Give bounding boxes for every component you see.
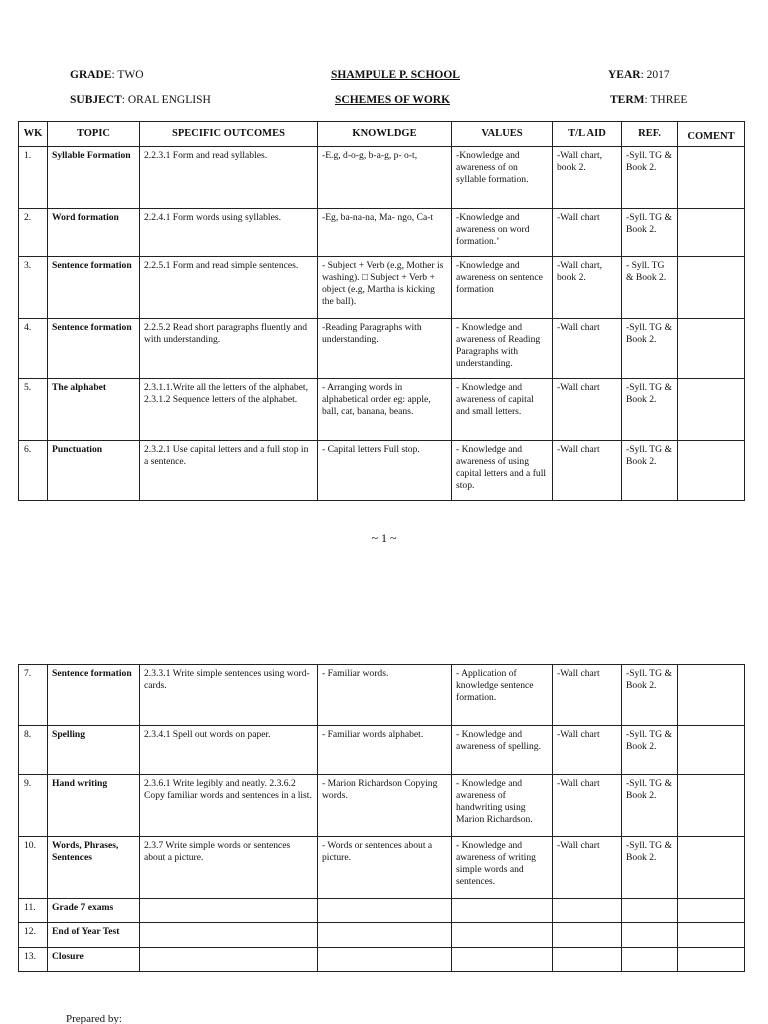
table-row bbox=[19, 209, 745, 257]
cell-values bbox=[452, 948, 553, 972]
cell-knowledge: - Words or sentences about a picture. bbox=[318, 837, 452, 899]
cell-ref: -Syll. TG & Book 2. bbox=[622, 209, 678, 257]
cell-topic: Hand writing bbox=[48, 775, 140, 837]
cell-knowledge: -Reading Paragraphs with understanding. bbox=[318, 319, 452, 379]
cell-comment bbox=[678, 948, 745, 972]
cell-values: - Knowledge and awareness of spelling. bbox=[452, 726, 553, 775]
cell-knowledge: - Arranging words in alphabetical order eg: apple, ball, cat, banana, beans. bbox=[318, 379, 452, 441]
cell-wk: 11. bbox=[19, 899, 48, 923]
col-header-aid: T/L AID bbox=[553, 122, 622, 147]
table-row bbox=[19, 319, 745, 379]
cell-comment bbox=[678, 899, 745, 923]
cell-aid: -Wall chart bbox=[553, 379, 622, 441]
grade-label: GRADE bbox=[70, 69, 112, 81]
col-header-knowledge: KNOWLDGE bbox=[318, 122, 452, 147]
cell-comment bbox=[678, 923, 745, 948]
cell-aid bbox=[553, 899, 622, 923]
cell-values: - Knowledge and awareness of capital and small letters. bbox=[452, 379, 553, 441]
cell-ref: -Syll. TG & Book 2. bbox=[622, 726, 678, 775]
cell-values: -Knowledge and awareness on word formation.’ bbox=[452, 209, 553, 257]
cell-knowledge: - Marion Richardson Copying words. bbox=[318, 775, 452, 837]
cell-ref: - Syll. TG & Book 2. bbox=[622, 257, 678, 319]
cell-ref: -Syll. TG & Book 2. bbox=[622, 147, 678, 209]
col-header-values: VALUES bbox=[452, 122, 553, 147]
cell-topic: Spelling bbox=[48, 726, 140, 775]
subject-value: : ORAL ENGLISH bbox=[121, 94, 211, 106]
cell-outcomes: 2.3.3.1 Write simple sentences using word- cards. bbox=[140, 665, 318, 726]
cell-comment bbox=[678, 209, 745, 257]
table-row bbox=[19, 257, 745, 319]
cell-wk: 6. bbox=[19, 441, 48, 501]
cell-wk: 9. bbox=[19, 775, 48, 837]
cell-aid bbox=[553, 923, 622, 948]
table-header-row bbox=[19, 122, 745, 147]
table-row bbox=[19, 147, 745, 209]
term-value: : THREE bbox=[644, 94, 688, 106]
cell-values bbox=[452, 923, 553, 948]
cell-wk: 2. bbox=[19, 209, 48, 257]
cell-knowledge bbox=[318, 948, 452, 972]
col-header-comment: COMENT bbox=[678, 122, 745, 147]
grade-line bbox=[70, 69, 144, 81]
cell-aid: -Wall chart bbox=[553, 775, 622, 837]
cell-ref: -Syll. TG & Book 2. bbox=[622, 665, 678, 726]
cell-ref bbox=[622, 899, 678, 923]
col-header-wk: WK bbox=[19, 122, 48, 147]
table-row bbox=[19, 837, 745, 899]
cell-values: - Application of knowledge sentence formation. bbox=[452, 665, 553, 726]
year-value: : 2017 bbox=[640, 69, 670, 81]
term-label: TERM bbox=[610, 94, 645, 106]
scheme-table-page-1 bbox=[18, 121, 745, 501]
cell-comment bbox=[678, 726, 745, 775]
cell-wk: 12. bbox=[19, 923, 48, 948]
cell-comment bbox=[678, 257, 745, 319]
cell-outcomes: 2.3.1.1.Write all the letters of the alphabet, 2.3.1.2 Sequence letters of the alphabet. bbox=[140, 379, 318, 441]
cell-ref: -Syll. TG & Book 2. bbox=[622, 837, 678, 899]
cell-ref: -Syll. TG & Book 2. bbox=[622, 319, 678, 379]
table-row bbox=[19, 775, 745, 837]
cell-comment bbox=[678, 147, 745, 209]
cell-values: -Knowledge and awareness on sentence formation bbox=[452, 257, 553, 319]
cell-knowledge: - Capital letters Full stop. bbox=[318, 441, 452, 501]
cell-topic: Words, Phrases, Sentences bbox=[48, 837, 140, 899]
cell-wk: 13. bbox=[19, 948, 48, 972]
cell-wk: 3. bbox=[19, 257, 48, 319]
cell-ref bbox=[622, 948, 678, 972]
subject-line bbox=[70, 94, 211, 106]
prepared-by-label: Prepared by: bbox=[66, 1013, 122, 1024]
cell-aid: -Wall chart bbox=[553, 441, 622, 501]
table-row bbox=[19, 665, 745, 726]
table-row bbox=[19, 379, 745, 441]
cell-values: -Knowledge and awareness of on syllable formation. bbox=[452, 147, 553, 209]
cell-values: - Knowledge and awareness of handwriting using Marion Richardson. bbox=[452, 775, 553, 837]
cell-values: - Knowledge and awareness of writing simple words and sentences. bbox=[452, 837, 553, 899]
cell-outcomes: 2.3.4.1 Spell out words on paper. bbox=[140, 726, 318, 775]
cell-comment bbox=[678, 837, 745, 899]
cell-comment bbox=[678, 665, 745, 726]
cell-comment bbox=[678, 441, 745, 501]
cell-knowledge: - Familiar words. bbox=[318, 665, 452, 726]
cell-ref: -Syll. TG & Book 2. bbox=[622, 379, 678, 441]
scheme-title: SCHEMES OF WORK bbox=[335, 94, 451, 106]
cell-aid bbox=[553, 948, 622, 972]
cell-knowledge bbox=[318, 899, 452, 923]
cell-outcomes: 2.2.3.1 Form and read syllables. bbox=[140, 147, 318, 209]
cell-topic: Word formation bbox=[48, 209, 140, 257]
cell-knowledge bbox=[318, 923, 452, 948]
cell-comment bbox=[678, 775, 745, 837]
cell-knowledge: - Familiar words alphabet. bbox=[318, 726, 452, 775]
cell-outcomes: 2.2.5.1 Form and read simple sentences. bbox=[140, 257, 318, 319]
cell-topic: Punctuation bbox=[48, 441, 140, 501]
school-name: SHAMPULE P. SCHOOL bbox=[331, 69, 460, 81]
cell-wk: 1. bbox=[19, 147, 48, 209]
col-header-topic: TOPIC bbox=[48, 122, 140, 147]
cell-ref: -Syll. TG & Book 2. bbox=[622, 441, 678, 501]
cell-aid: -Wall chart bbox=[553, 319, 622, 379]
cell-knowledge: -Eg, ba-na-na, Ma- ngo, Ca-t bbox=[318, 209, 452, 257]
page-number: ~ 1 ~ bbox=[371, 531, 397, 545]
scheme-table-page-2 bbox=[18, 664, 745, 972]
cell-comment bbox=[678, 379, 745, 441]
cell-outcomes: 2.2.4.1 Form words using syllables. bbox=[140, 209, 318, 257]
col-header-ref: REF. bbox=[622, 122, 678, 147]
year-line bbox=[608, 69, 670, 81]
cell-topic: End of Year Test bbox=[48, 923, 140, 948]
cell-knowledge: -E.g, d-o-g, b-a-g, p- o-t, bbox=[318, 147, 452, 209]
cell-topic: Closure bbox=[48, 948, 140, 972]
cell-outcomes: 2.3.2.1 Use capital letters and a full stop in a sentence. bbox=[140, 441, 318, 501]
cell-ref bbox=[622, 923, 678, 948]
cell-topic: Grade 7 exams bbox=[48, 899, 140, 923]
cell-wk: 7. bbox=[19, 665, 48, 726]
cell-wk: 10. bbox=[19, 837, 48, 899]
cell-values bbox=[452, 899, 553, 923]
cell-outcomes bbox=[140, 923, 318, 948]
cell-aid: -Wall chart bbox=[553, 209, 622, 257]
cell-knowledge: - Subject + Verb (e.g, Mother is washing). □ Subject + Verb + object (e.g, Martha is kicking the ball). bbox=[318, 257, 452, 319]
table-row bbox=[19, 726, 745, 775]
cell-comment bbox=[678, 319, 745, 379]
cell-aid: -Wall chart bbox=[553, 837, 622, 899]
cell-topic: Sentence formation bbox=[48, 257, 140, 319]
subject-label: SUBJECT bbox=[70, 94, 122, 106]
term-line bbox=[610, 94, 687, 106]
year-label: YEAR bbox=[608, 69, 641, 81]
cell-outcomes bbox=[140, 899, 318, 923]
cell-aid: -Wall chart bbox=[553, 665, 622, 726]
cell-topic: Sentence formation bbox=[48, 319, 140, 379]
cell-aid: -Wall chart bbox=[553, 726, 622, 775]
cell-values: - Knowledge and awareness of Reading Paragraphs with understanding. bbox=[452, 319, 553, 379]
cell-outcomes: 2.3.7 Write simple words or sentences about a picture. bbox=[140, 837, 318, 899]
cell-outcomes: 2.2.5.2 Read short paragraphs fluently and with understanding. bbox=[140, 319, 318, 379]
cell-ref: -Syll. TG & Book 2. bbox=[622, 775, 678, 837]
grade-value: : TWO bbox=[111, 69, 144, 81]
table-row bbox=[19, 899, 745, 923]
table-row bbox=[19, 441, 745, 501]
cell-wk: 5. bbox=[19, 379, 48, 441]
cell-aid: -Wall chart, book 2. bbox=[553, 147, 622, 209]
cell-topic: Syllable Formation bbox=[48, 147, 140, 209]
cell-outcomes bbox=[140, 948, 318, 972]
cell-wk: 4. bbox=[19, 319, 48, 379]
table-row bbox=[19, 948, 745, 972]
cell-wk: 8. bbox=[19, 726, 48, 775]
col-header-outcomes: SPECIFIC OUTCOMES bbox=[140, 122, 318, 147]
cell-aid: -Wall chart, book 2. bbox=[553, 257, 622, 319]
cell-topic: Sentence formation bbox=[48, 665, 140, 726]
cell-values: - Knowledge and awareness of using capital letters and a full stop. bbox=[452, 441, 553, 501]
table-row bbox=[19, 923, 745, 948]
cell-outcomes: 2.3.6.1 Write legibly and neatly. 2.3.6.2 Copy familiar words and sentences in a list. bbox=[140, 775, 318, 837]
cell-topic: The alphabet bbox=[48, 379, 140, 441]
